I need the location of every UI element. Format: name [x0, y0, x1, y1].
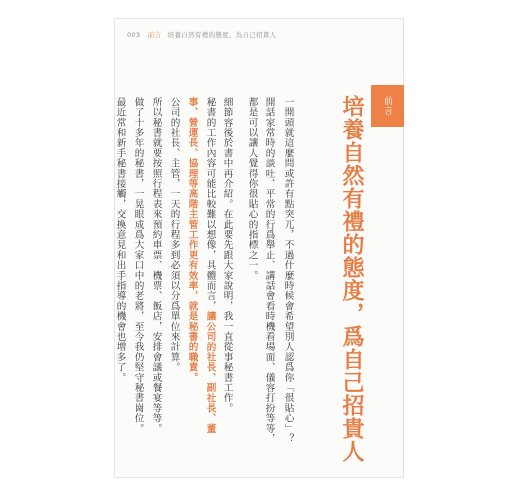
text-column [247, 97, 257, 281]
text-segment: 所以秘書就要按照行程表來預約車票、機票、飯店，安排會議或餐宴等等。 [150, 97, 162, 434]
text-segment: 公司的社長、主管，一天的行程多到必須以分爲單位來計算。 [168, 97, 180, 373]
text-column [205, 97, 215, 434]
section-tab-label: 前言 [382, 96, 392, 116]
section-tab [371, 85, 404, 127]
text-column [264, 97, 274, 444]
header-section: 前言 [147, 31, 162, 39]
text-segment: 一開頭就這麼問或許有點突兀，不過什麼時候會希望別人認爲你「很貼心」？ [282, 97, 294, 444]
text-segment: 最近常和新手秘書接觸，交換意見和出手指導的機會也增多了。 [114, 97, 126, 383]
highlighted-text: 事、營運長、協理等高階主管工作更有效率，就是秘書的職責。 [186, 97, 198, 383]
page-number: 003 [127, 31, 141, 39]
chapter-title: 培養自然有禮的態度，爲自己招貴人 [339, 95, 365, 463]
header-running-title: 培養自然有禮的態度，為自己招貴人 [167, 31, 277, 39]
text-column [169, 97, 179, 372]
text-segment: 秘書的工作內容可能比較難以想像，具體而言， [204, 97, 216, 312]
text-column [151, 97, 161, 434]
text-segment: 開話家常時的談吐、平常的行爲舉止、講話會看時機看場面、儀容打扮等等， [263, 97, 275, 444]
text-column [187, 97, 197, 383]
running-header [127, 30, 276, 39]
highlighted-text: 讓公司的社長、副社長、董 [204, 311, 216, 434]
text-segment: 都是可以讓人覺得你很貼心的指標之一。 [246, 97, 258, 281]
text-column [133, 97, 143, 434]
text-segment: 細節容後於書中再介紹。在此要先跟大家說明，我一直從事秘書工作。 [221, 97, 233, 414]
text-column [283, 97, 293, 444]
text-segment: 做了十多年的秘書，一晃眼成爲大家口中的老將，至今我仍堅守秘書崗位。 [132, 97, 144, 434]
text-column [115, 97, 125, 383]
text-column [222, 97, 232, 413]
